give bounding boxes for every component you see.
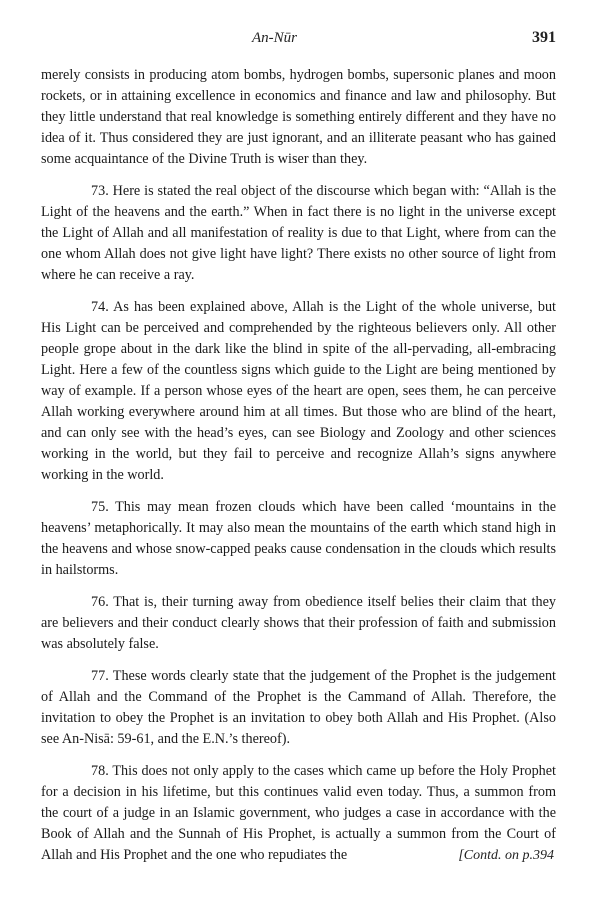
- paragraph-continued: merely consists in producing atom bombs, hydrogen bombs, supersonic planes and moon rockets, or in attaining excellence in economics and finance and law and philosophy. But they little understand that real knowledge is something entirely different and they have no idea of it. Thus considered they are just ignorant, and an illiterate peasant who has gained some acquaintance of the Divine Truth is wiser than they.: [41, 67, 556, 167]
- note-76: 76. That is, their turning away from obedience itself belies their claim that they are believers and their conduct clearly shows that their profession of faith and submission was absolutely false.: [41, 594, 556, 652]
- note-78: 78. This does not only apply to the cases which came up before the Holy Prophet for a decision in his lifetime, but this continues valid even today. Thus, a summon from the court of a judge in an Islamic government, who judges a case in accordance with the Book of Allah and the Sunnah of His Prophet, is actually a summon from the Court of Allah and His Prophet and the one who repudiates the: [41, 763, 556, 863]
- continuation-note: [Contd. on p.394: [458, 848, 554, 863]
- note-74: 74. As has been explained above, Allah is the Light of the whole universe, but His Light can be perceived and comprehended by the righteous believers only. All other people grope about in the dark like the blind in spite of the all-pervading, all-embracing Light. Here a few of the countless signs which guide to the Light are being mentioned by way of example. If a person whose eyes of the heart are open, sees them, he can perceive Allah working everywhere around him at all times. But those who are blind of the heart, and can only see with the head’s eyes, can see Biology and Zoology and other sciences working in the world, but they fail to perceive and recognize Allah’s signs anywhere working in the world.: [41, 299, 556, 483]
- note-77: 77. These words clearly state that the judgement of the Prophet is the judgement of Allah and the Command of the Prophet is the Cammand of Allah. Therefore, the invitation to obey the Prophet is an invitation to obey both Allah and His Prophet. (Also see An-Nisā: 59-61, and the E.N.’s thereof).: [41, 668, 556, 747]
- page-number: 391: [532, 29, 556, 46]
- body-text: [41, 65, 556, 877]
- note-75: 75. This may mean frozen clouds which have been called ‘mountains in the heavens’ metaphorically. It may also mean the mountains of the earth which stand high in the heavens and whose snow-capped peaks cause condensation in the clouds which results in hailstorms.: [41, 499, 556, 578]
- note-73: 73. Here is stated the real object of the discourse which began with: “Allah is the Light of the heavens and the earth.” When in fact there is no light in the universe except the Light of Allah and all manifestation of reality is due to that Light, where from can the one whom Allah does not give light have light? There exists no other source of light from where he can receive a ray.: [41, 183, 556, 283]
- running-header-title: An-Nūr: [252, 30, 297, 46]
